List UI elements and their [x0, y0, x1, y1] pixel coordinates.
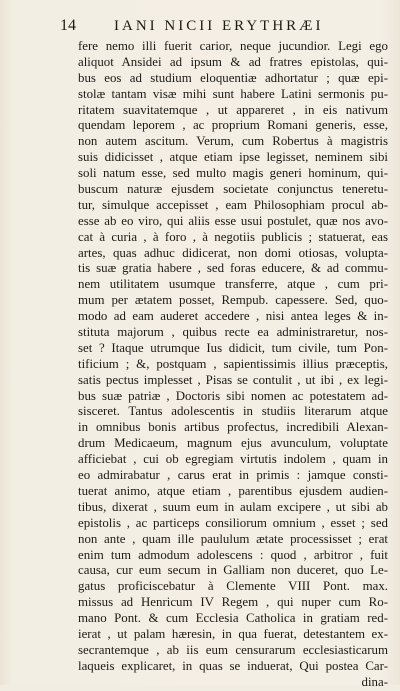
text-line: eo admirabatur , carus erat in primis : jamque consti- — [78, 468, 388, 483]
text-line: tis suæ gratia habere , sed foras educere, & ad commu- — [78, 261, 388, 276]
text-line: epistolis , ac particeps consiliorum omnium , esset ; sed — [78, 515, 388, 530]
text-line: in omnibus bonis artibus profectus, incredibili Alexan- — [78, 420, 388, 435]
text-line: quendam leporem , ac proprium Romani generis, esse, — [78, 118, 388, 133]
text-line: bus suæ patriæ , Doctoris sibi nomen ac potestatem ad- — [78, 388, 388, 403]
text-line: esse ab eo viro, qui aliis esse usui postulet, quæ nos avo- — [78, 213, 388, 228]
text-line: afficiebat , cui ob egregiam virtutis indolem , quam in — [78, 452, 388, 467]
text-line: non ante , quam ille paululum ætate processisset ; erat — [78, 531, 388, 546]
text-line: stolæ tantam visæ mihi sunt habere Latini sermonis pu- — [78, 86, 388, 101]
text-line: laqueis explicaret, in quas se induerat, Qui postea Car- — [78, 658, 388, 673]
text-line: suis didicisset , atque etiam ipse legisset, neminem sibi — [78, 150, 388, 165]
text-line: tuerat animo, atque etiam , parentibus ejusdem audien- — [78, 483, 388, 498]
text-line: nem utilitatem usumque transferre, atque , cum pri- — [78, 277, 388, 292]
text-line: bus eos ad studium eloquentiæ adhortatur ; quæ epi- — [78, 70, 388, 85]
text-line: mum per ætatem posset, Rempub. capessere. Sed, quo- — [78, 293, 388, 308]
text-line: cat à curia , à foro , à negotiis publicis ; statuerat, eas — [78, 229, 388, 244]
text-line: artes, quas adhuc didicerat, non domi otiosas, volupta- — [78, 245, 388, 260]
text-line: gatus proficiscebatur à Clemente VIII Pont. max. — [78, 579, 388, 594]
text-line: drum Medicaeum, magnum ejus avunculum, voluptate — [78, 436, 388, 451]
text-line: tificium ; &, postquam , sapientissimis illius præceptis, — [78, 356, 388, 371]
text-line: sisceret. Tantus adolescentis in studiis literarum atque — [78, 404, 388, 419]
text-line: non autem ascitum. Verum, cum Robertus à magistris — [78, 134, 388, 149]
text-line: soli natum esse, sed multo magis generi hominum, qui- — [78, 166, 388, 181]
text-line: mano Pont. & cum Ecclesia Catholica in gratiam red- — [78, 611, 388, 626]
text-line: ritatem suavitatemque , ut appareret , in eis nativum — [78, 102, 388, 117]
text-line: enim tum admodum adolescens : quod , arbitror , fuit — [78, 547, 388, 562]
catchword: dina- — [361, 674, 388, 689]
text-line: stituta majorum , quibus recte ea administraretur, nos- — [78, 325, 388, 340]
text-line: missus ad Henricum IV Regem , qui nuper cum Ro- — [78, 595, 388, 610]
text-line: aliquot Ansidei ad ipsum & ad fratres epistolas, qui- — [78, 54, 388, 69]
text-line: buscum naturæ ejusdem societate conjunctus teneretu- — [78, 182, 388, 197]
text-line: secrantemque , ab iis eum censurarum ecclesiasticarum — [78, 642, 388, 657]
text-line: causa, cur eum secum in Galliam non duceret, quo Le- — [78, 563, 388, 578]
text-line: modo ad eam auderet accedere , nisi antea leges & in- — [78, 309, 388, 324]
text-line: set ? Itaque utrumque Ius didicit, tum civile, tum Pon- — [78, 340, 388, 355]
text-line: tur, simulque accepisset , eam Philosophiam procul ab- — [78, 197, 388, 212]
page-number: 14 — [60, 17, 76, 34]
text-line: satis pectus implesset , Pisas se contulit , ut ibi , ex legi- — [78, 372, 388, 387]
page-header — [60, 16, 370, 40]
running-title: IANI NICII ERYTHRÆI — [114, 18, 324, 34]
body-text — [78, 39, 388, 691]
text-line: fere nemo illi fuerit carior, neque jucundior. Legi ego — [78, 39, 388, 53]
text-line: tibus, dixerat , suum eum in aulam excipere , ut sibi ab — [78, 499, 388, 514]
text-line: ierat , ut palam hæresin, in qua fuerat, detestantem ex- — [78, 626, 388, 641]
